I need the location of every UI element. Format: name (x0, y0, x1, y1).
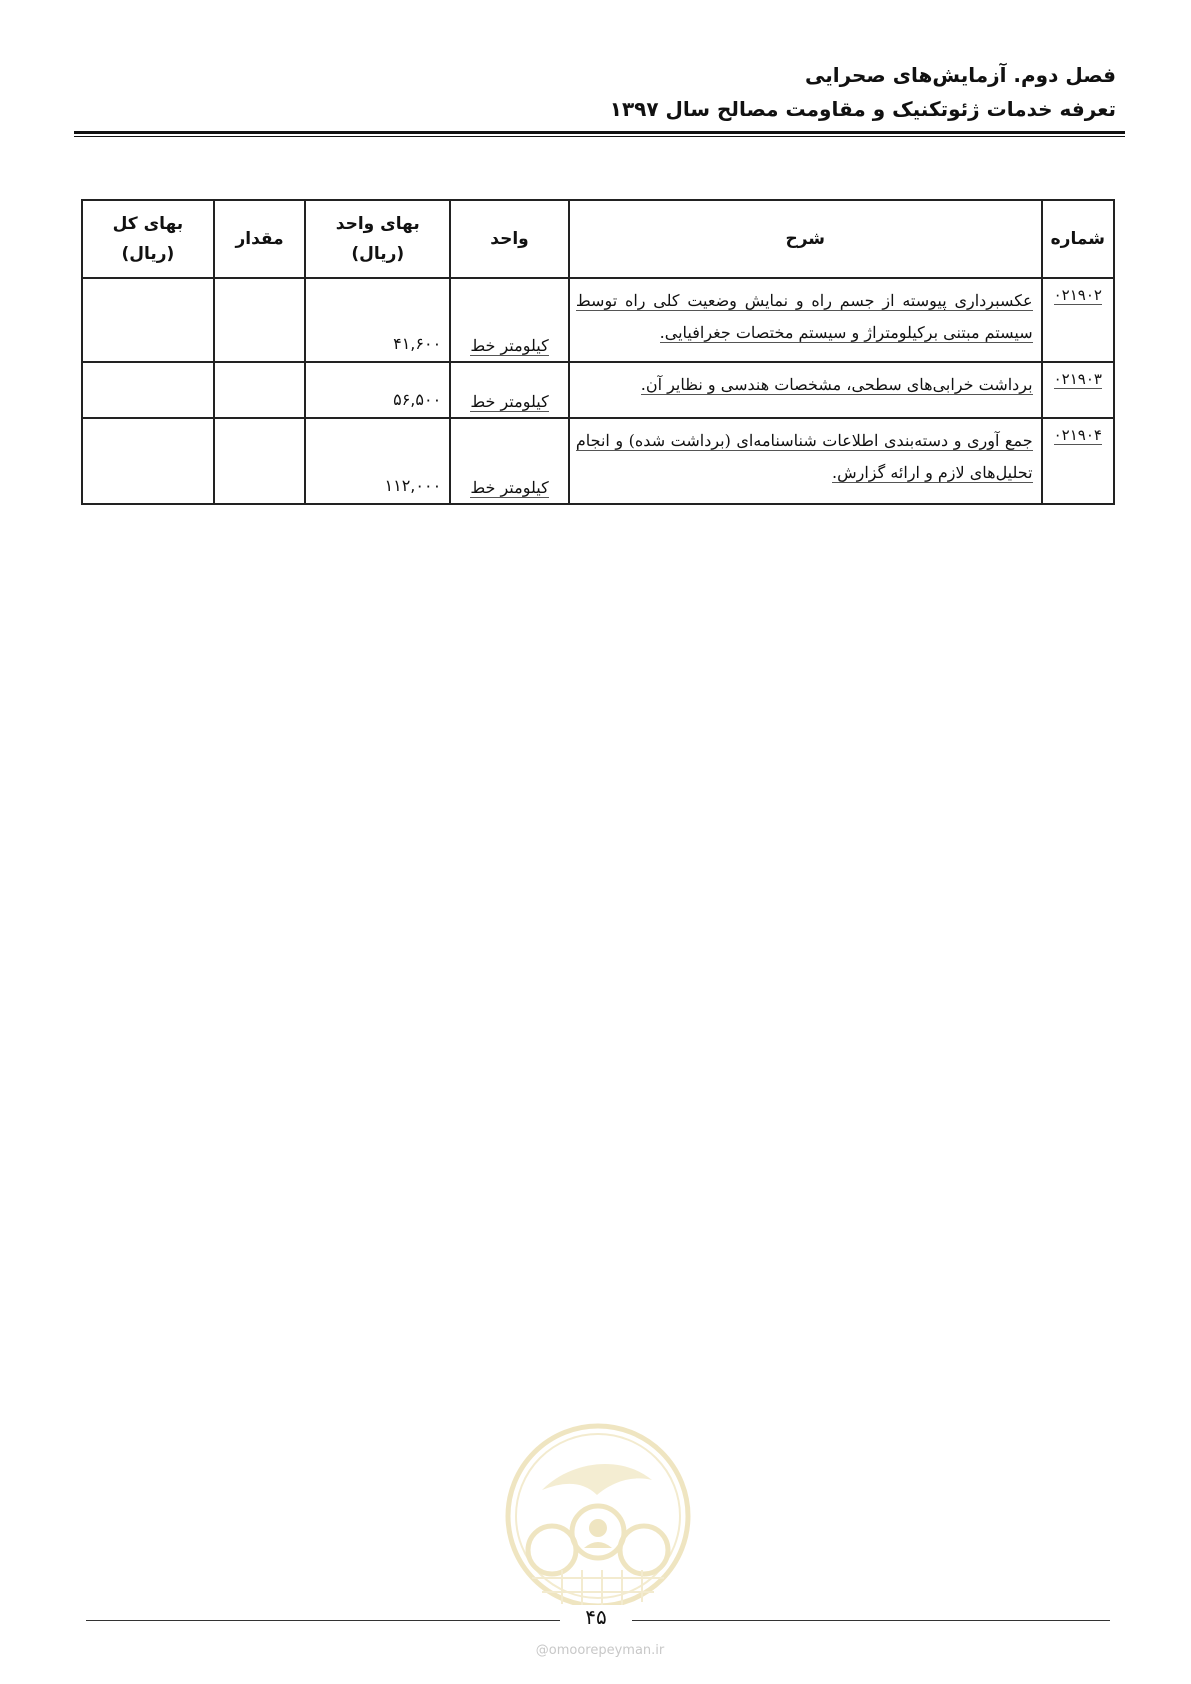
publisher-seal-icon (502, 1420, 694, 1620)
row-description: برداشت خرابی‌های سطحی، مشخصات هندسی و نظایر آن. (640, 375, 1033, 394)
row-code: ۰۲۱۹۰۳ (1053, 370, 1102, 388)
header-unit-price-label: بهای واحد (335, 214, 420, 234)
page-number: ۴۵ (560, 1605, 632, 1629)
table-header-row (82, 200, 1114, 278)
row-total (82, 418, 214, 504)
table-row (82, 278, 1114, 362)
row-total (82, 362, 214, 418)
row-unit: کیلومتر خط (470, 392, 549, 411)
row-description: جمع آوری و دسته‌بندی اطلاعات شناسنامه‌ای (برداشت شده) و انجام تحلیل‌های لازم و ارائه گزارش. (575, 431, 1033, 482)
header-quantity: مقدار (214, 200, 306, 278)
row-unit: کیلومتر خط (470, 336, 549, 355)
document-title: تعرفه خدمات ژئوتکنیک و مقاومت مصالح سال ۱۳۹۷ (609, 97, 1116, 121)
row-code: ۰۲۱۹۰۲ (1053, 286, 1102, 304)
row-quantity (214, 418, 306, 504)
row-unit-cell (450, 418, 569, 504)
row-unit: کیلومتر خط (470, 478, 549, 497)
row-code-cell (1042, 418, 1114, 504)
header-unit: واحد (450, 200, 569, 278)
header-unit-price-currency: (ریال) (351, 244, 405, 264)
row-unit-cell (450, 278, 569, 362)
row-unit-price: ۴۱,۶۰۰ (305, 278, 450, 362)
header-rule-thin (74, 136, 1125, 137)
row-description-cell (569, 418, 1042, 504)
header-unit-price (305, 200, 450, 278)
header-code: شماره (1042, 200, 1114, 278)
header-rule-thick (74, 131, 1125, 134)
site-watermark: @omoorepeyman.ir (535, 1643, 665, 1658)
chapter-title: فصل دوم. آزمایش‌های صحرایی (804, 63, 1116, 87)
header-description: شرح (569, 200, 1042, 278)
row-code-cell (1042, 362, 1114, 418)
row-quantity (214, 278, 306, 362)
row-unit-price: ۱۱۲,۰۰۰ (305, 418, 450, 504)
tariff-table (81, 199, 1115, 505)
table-row (82, 362, 1114, 418)
row-unit-cell (450, 362, 569, 418)
header-total: بهای کل (ریال) (82, 200, 214, 278)
page-header (66, 58, 1116, 126)
row-description-cell (569, 362, 1042, 418)
row-code-cell (1042, 278, 1114, 362)
row-description-cell (569, 278, 1042, 362)
row-quantity (214, 362, 306, 418)
table-row (82, 418, 1114, 504)
row-unit-price: ۵۶,۵۰۰ (305, 362, 450, 418)
row-description: عکسبرداری پیوسته از جسم راه و نمایش وضعیت کلی راه توسط سیستم مبتنی برکیلومتراژ و سیستم مختصات جغرافیایی. (575, 291, 1033, 342)
row-total (82, 278, 214, 362)
row-code: ۰۲۱۹۰۴ (1053, 426, 1102, 444)
